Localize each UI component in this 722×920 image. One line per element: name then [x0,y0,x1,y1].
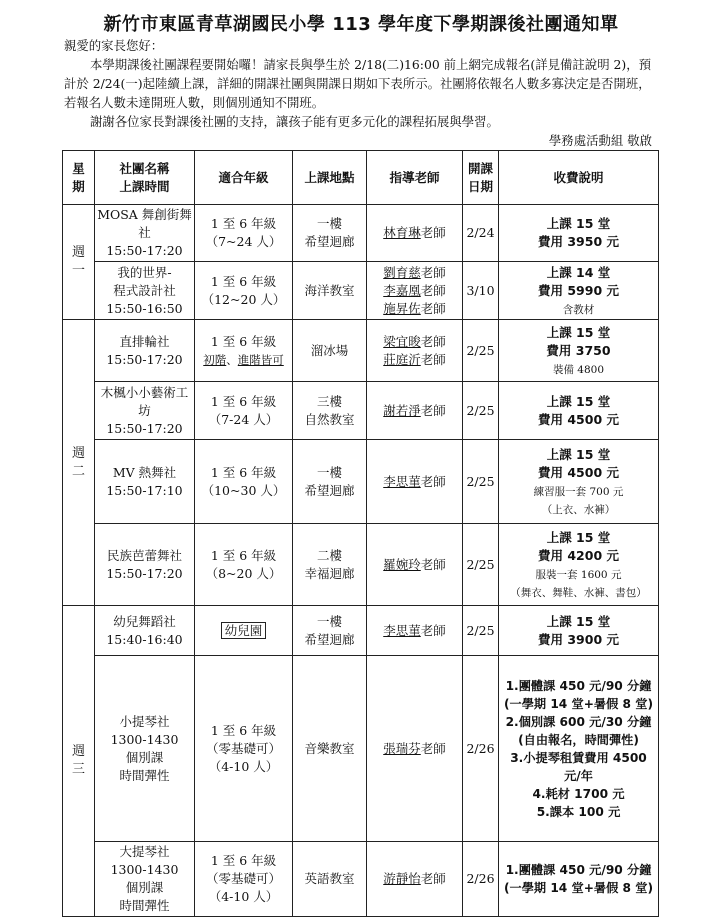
club-text: 個別課 [125,749,164,765]
grade-text: 1 至 6 年級 [210,853,277,868]
grade-text: （8~20 人） [205,565,282,581]
location-cell [293,606,367,656]
fee-text: 費用 4200 元 [538,547,619,563]
grade-cell [195,842,293,917]
day-cell [63,205,95,320]
start-date-cell: 2/26 [463,656,499,842]
fee-cell [499,320,659,382]
greeting: 親愛的家長您好： [64,38,164,53]
start-date-cell: 2/25 [463,320,499,382]
start-date-cell: 3/10 [463,262,499,320]
teacher-suffix: 老師 [420,871,446,886]
grade-cell [195,606,293,656]
club-text: 大提琴社 [119,844,170,859]
grade-text: （12~20 人） [201,291,286,307]
fee-text: 費用 4500 元 [538,464,619,480]
teacher-name: 梁宜晙 [383,333,421,349]
club-text: MOSA 舞創街舞社 [97,207,192,240]
fee-text: 費用 3750 [546,342,611,358]
location-text: 三樓 [316,393,342,409]
table-row [63,656,659,842]
club-text: 小提琴社 [119,713,170,729]
grade-text: （4-10 人） [208,889,279,904]
header-day: 星 期 [63,151,95,205]
table-row [63,606,659,656]
grade-cell [195,320,293,382]
teacher-name: 李嘉凰 [383,282,421,298]
club-cell [95,382,195,440]
location-cell [293,656,367,842]
table-row [63,262,659,320]
header-location: 上課地點 [293,151,367,205]
intro-paragraph-2: 謝謝各位家長對課後社團的支持，讓孩子能有更多元化的課程拓展與學習。 [90,114,499,129]
fee-text: 上課 15 堂 [546,446,611,462]
club-text: 直排輪社 [119,333,170,349]
table-row [63,205,659,262]
teacher-name: 林育琳 [383,225,421,240]
fee-text: 上課 15 堂 [546,529,611,545]
location-text: 希望迴廊 [304,482,355,498]
teacher-cell [367,656,463,842]
teacher-name: 謝若淨 [383,402,421,418]
location-text: 自然教室 [304,411,355,427]
fee-text: 上課 15 堂 [546,324,611,340]
day-label: 週 [71,245,85,260]
location-text: 一樓 [316,464,342,480]
header-start-date: 開課 日期 [463,151,499,205]
fee-text: 費用 3950 元 [538,234,619,249]
grade-text: （7~24 人） [205,234,282,249]
club-text: 時間彈性 [119,898,170,913]
location-text: 音樂教室 [304,740,355,756]
day-label: 二 [71,463,85,479]
location-text: 海洋教室 [304,282,355,298]
club-text: 幼兒舞蹈社 [113,613,176,629]
club-text: 15:50-17:20 [106,565,183,581]
grade-cell [195,440,293,524]
start-date-cell: 2/25 [463,382,499,440]
club-text: 木楓小小藝術工坊 [100,384,189,418]
fee-cell [499,842,659,917]
teacher-suffix: 老師 [420,622,446,638]
grade-text: （7-24 人） [208,411,279,427]
club-text: 15:50-16:50 [106,300,183,316]
grade-cell [195,262,293,320]
table-row [63,382,659,440]
grade-cell [195,524,293,606]
location-cell [293,524,367,606]
fee-text: 費用 4500 元 [538,411,619,427]
teacher-suffix: 老師 [420,225,446,240]
location-cell [293,320,367,382]
grade-text: （4-10 人） [208,758,279,774]
teacher-suffix: 老師 [420,556,446,572]
teacher-cell [367,320,463,382]
grade-level: 初階 [203,352,227,367]
grade-text: 1 至 6 年級 [210,393,277,409]
location-text: 希望迴廊 [304,234,355,249]
grade-level-sep: 、 [226,352,238,367]
teacher-name: 李思菫 [383,622,421,638]
grade-text: 1 至 6 年級 [210,547,277,563]
table-header-row [63,151,659,205]
teacher-suffix: 老師 [420,473,446,489]
club-text: 15:50-17:20 [106,420,183,436]
club-text: 民族芭蕾舞社 [106,547,182,563]
club-cell [95,656,195,842]
teacher-cell [367,440,463,524]
fee-note: 練習服一套 700 元 [533,485,624,498]
teacher-suffix: 老師 [420,333,446,349]
club-text: 程式設計社 [113,282,176,298]
club-schedule-table [62,150,659,917]
grade-text: 1 至 6 年級 [210,333,277,349]
location-text: 英語教室 [304,871,355,886]
grade-text: 1 至 6 年級 [210,273,277,289]
table-row [63,524,659,606]
club-cell [95,440,195,524]
teacher-suffix: 老師 [420,264,446,280]
table-row [63,320,659,382]
teacher-name: 李思菫 [383,473,421,489]
club-text: 15:50-17:10 [106,482,183,498]
teacher-name: 張瑞芬 [383,740,421,756]
header-grade: 適合年級 [195,151,293,205]
teacher-cell [367,382,463,440]
grade-cell [195,382,293,440]
fee-cell [499,382,659,440]
fee-cell [499,606,659,656]
fee-item: 2.個別課 600 元/30 分鐘(自由報名，時間彈性) [505,714,652,747]
grade-cell [195,656,293,842]
table-body [63,205,659,917]
club-text: 1300-1430 [110,862,179,877]
club-cell [95,606,195,656]
day-label: 週 [71,744,85,759]
fee-item: 4.耗材 1700 元 [532,786,625,801]
grade-text: 1 至 6 年級 [210,722,277,738]
start-date-cell: 2/24 [463,205,499,262]
table-row [63,842,659,917]
location-cell [293,842,367,917]
location-text: 溜冰場 [310,342,349,358]
fee-text: 上課 15 堂 [546,613,611,629]
start-date-cell: 2/26 [463,842,499,917]
grade-badge: 幼兒園 [221,622,267,639]
day-cell [63,606,95,917]
location-text: 一樓 [316,216,342,231]
grade-text: 1 至 6 年級 [210,216,277,231]
club-text: 1300-1430 [110,731,179,747]
header-fee: 收費說明 [499,151,659,205]
teacher-name: 羅婉玲 [383,556,421,572]
grade-text: 1 至 6 年級 [210,464,277,480]
teacher-name: 莊庭沂 [383,351,421,367]
grade-cell [195,205,293,262]
teacher-suffix: 老師 [420,351,446,367]
location-cell [293,440,367,524]
club-text: 我的世界- [117,264,172,280]
fee-note: 含教材 [562,303,595,316]
location-text: 希望迴廊 [304,631,355,647]
location-text: 一樓 [316,613,342,629]
start-date-cell: 2/25 [463,524,499,606]
teacher-name: 游靜怡 [383,871,421,886]
club-text: MV 熱舞社 [112,464,177,480]
club-text: 15:50-17:20 [106,351,183,367]
header-teacher: 指導老師 [367,151,463,205]
table-row [63,440,659,524]
teacher-suffix: 老師 [420,402,446,418]
notice-title: 新竹市東區青草湖國民小學 113 學年度下學期課後社團通知單 [103,14,619,35]
fee-note: 服裝一套 1600 元 [535,568,622,581]
day-label: 週 [71,445,85,461]
fee-item: 5.課本 100 元 [536,804,621,819]
start-date-cell: 2/25 [463,440,499,524]
teacher-suffix: 老師 [420,740,446,756]
location-text: 幸福迴廊 [304,565,355,581]
teacher-suffix: 老師 [420,282,446,298]
teacher-name: 劉育慈 [383,264,421,280]
club-text: 個別課 [125,880,164,895]
teacher-cell [367,842,463,917]
fee-text: 費用 3900 元 [538,631,619,647]
day-label: 三 [71,762,85,777]
teacher-cell [367,606,463,656]
day-cell [63,320,95,606]
club-cell [95,842,195,917]
signature: 學務處活動組 敬啟 [548,133,652,148]
fee-text: 費用 5990 元 [538,282,619,298]
fee-cell [499,524,659,606]
location-cell [293,382,367,440]
day-label: 一 [71,263,85,278]
teacher-suffix: 老師 [420,300,446,316]
start-date-cell: 2/25 [463,606,499,656]
teacher-name: 施昇佐 [383,300,421,316]
intro-paragraph-1: 本學期課後社團課程要開始囉！請家長與學生於 2/18(二)16:00 前上網完成報名(詳見備註說明 2)，預計於 2/24(一)起陸續上課，詳細的開課社團與開課日期如下表所示。社團將依報名人數多寡決定是否開班，若報名人數未達開班人數，則個別通知不開班。 [64,57,652,110]
club-text: 時間彈性 [119,767,170,783]
teacher-cell [367,262,463,320]
fee-cell [499,205,659,262]
club-text: 15:50-17:20 [106,243,183,258]
club-cell [95,320,195,382]
intro-section [64,36,658,150]
fee-item: 1.團體課 450 元/90 分鐘(一學期 14 堂+暑假 8 堂) [503,863,654,895]
teacher-cell [367,524,463,606]
header-club: 社團名稱 上課時間 [95,151,195,205]
location-cell [293,205,367,262]
fee-text: 上課 15 堂 [546,393,611,409]
fee-note: （舞衣、舞鞋、水褲、書包） [510,586,647,599]
grade-text: （10~30 人） [201,482,286,498]
fee-note: 裝備 4800 [552,363,605,376]
grade-text: （零基礎可） [205,740,281,756]
fee-cell [499,440,659,524]
club-text: 15:40-16:40 [106,631,183,647]
club-cell [95,205,195,262]
fee-item: 1.團體課 450 元/90 分鐘(一學期 14 堂+暑假 8 堂) [503,678,654,711]
location-text: 二樓 [316,547,342,563]
club-cell [95,262,195,320]
fee-item: 3.小提琴租賃費用 4500 元/年 [510,750,647,783]
fee-cell [499,656,659,842]
teacher-cell [367,205,463,262]
location-cell [293,262,367,320]
fee-text: 上課 14 堂 [546,264,611,280]
grade-level: 進階皆可 [237,352,284,367]
grade-text: （零基礎可） [205,871,281,886]
fee-text: 上課 15 堂 [546,216,611,231]
club-cell [95,524,195,606]
fee-cell [499,262,659,320]
fee-note: （上衣、水褲） [541,503,616,516]
